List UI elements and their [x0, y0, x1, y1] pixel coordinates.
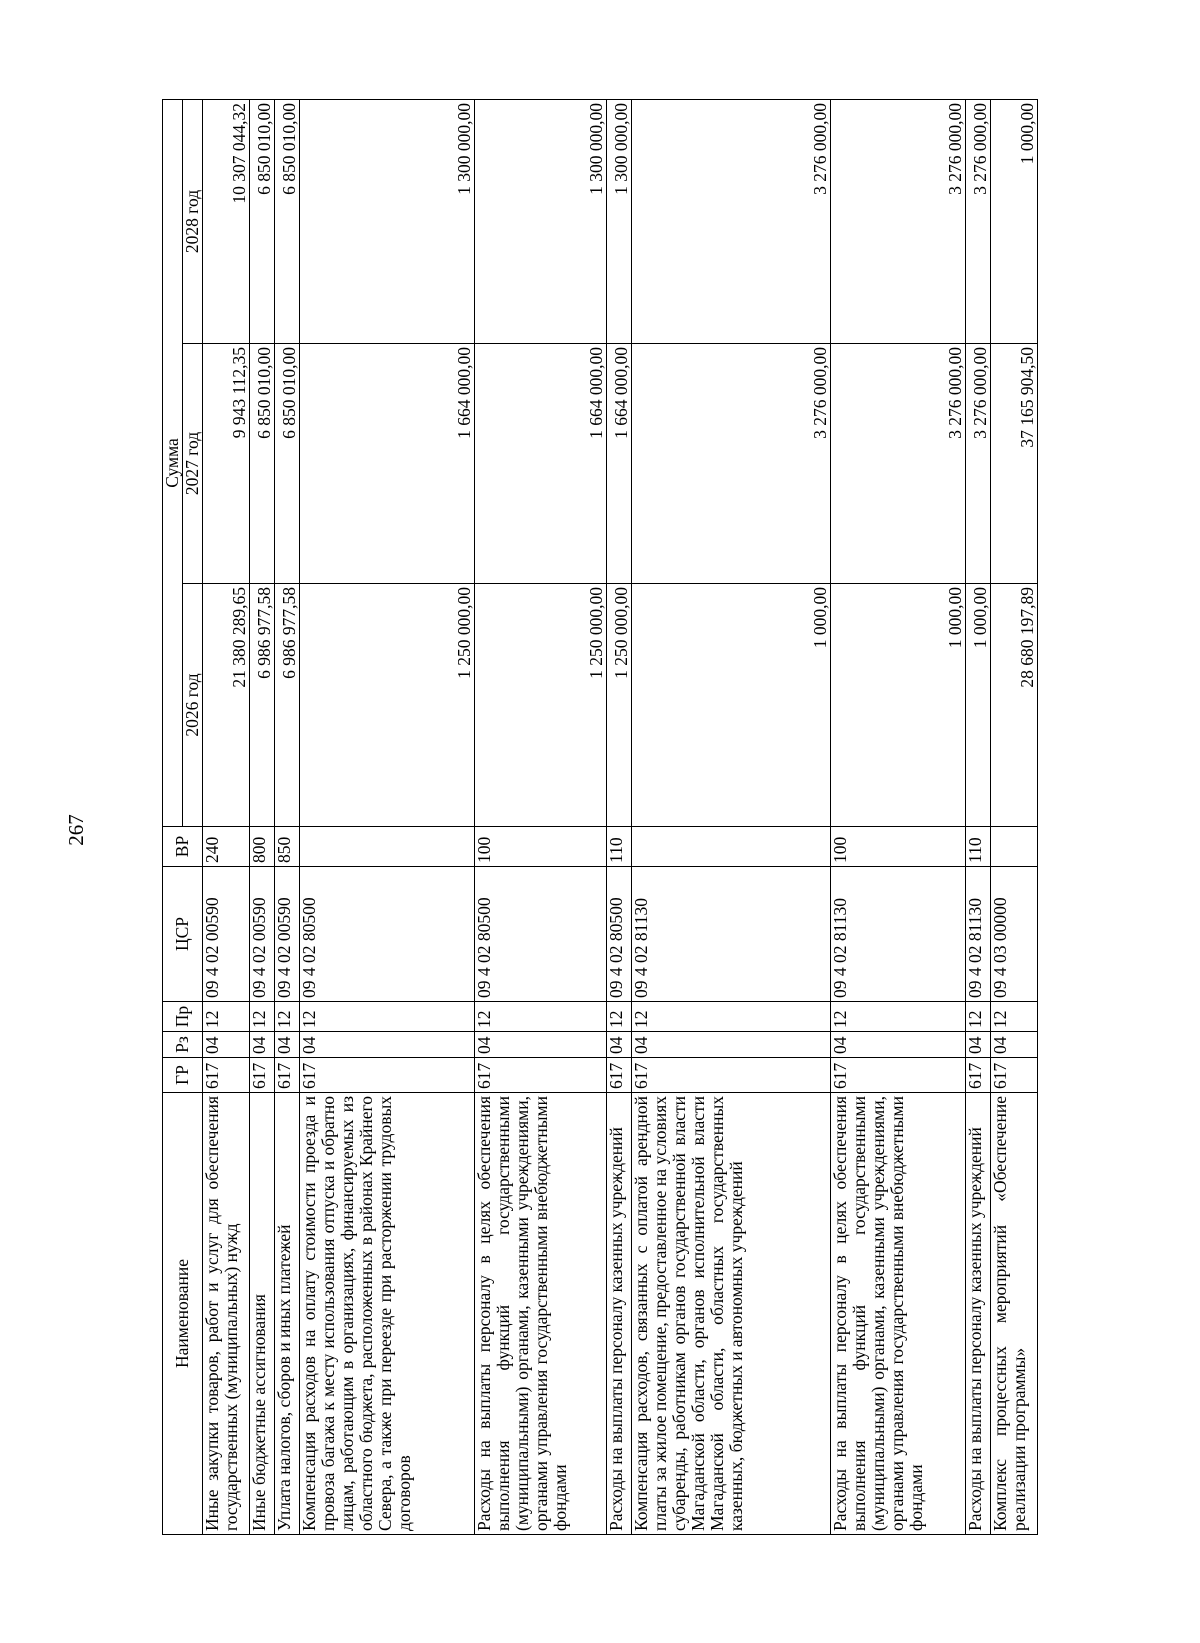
row-pr: 12: [966, 1002, 991, 1032]
row-gr: 617: [990, 1058, 1037, 1093]
row-2027: 1 664 000,00: [474, 344, 606, 584]
header-2027: 2027 год: [183, 344, 203, 584]
row-pr: 12: [607, 1002, 632, 1032]
row-csr: 09 4 02 81130: [631, 867, 831, 1002]
row-2027: 3 276 000,00: [831, 344, 966, 584]
row-rz: 04: [831, 1032, 966, 1058]
row-gr: 617: [203, 1058, 250, 1093]
row-vr: 800: [250, 827, 275, 867]
row-rz: 04: [990, 1032, 1037, 1058]
row-name: Иные бюджетные ассигнования: [250, 1093, 275, 1535]
row-2028: 3 276 000,00: [966, 99, 991, 343]
row-rz: 04: [274, 1032, 299, 1058]
row-csr: 09 4 02 80500: [299, 867, 474, 1002]
row-rz: 04: [299, 1032, 474, 1058]
row-csr: 09 4 02 00590: [250, 867, 275, 1002]
row-vr: 100: [831, 827, 966, 867]
row-gr: 617: [250, 1058, 275, 1093]
header-name: Наименование: [163, 1093, 203, 1535]
row-pr: 12: [250, 1002, 275, 1032]
row-2026: 6 986 977,58: [250, 584, 275, 827]
row-2027: 6 850 010,00: [274, 344, 299, 584]
row-rz: 04: [966, 1032, 991, 1058]
row-2026: 1 250 000,00: [474, 584, 606, 827]
row-2027: 37 165 904,50: [990, 344, 1037, 584]
row-pr: 12: [631, 1002, 831, 1032]
row-rz: 04: [474, 1032, 606, 1058]
table-row: [299, 99, 474, 1534]
row-2026: 21 380 289,65: [203, 584, 250, 827]
table-row: [474, 99, 606, 1534]
row-pr: 12: [274, 1002, 299, 1032]
row-gr: 617: [607, 1058, 632, 1093]
row-name: Расходы на выплаты персоналу в целях обеспечения выполнения функций государственными (муниципальными) органами, казенными учреждениями, органами управления государственными внебюджетными фондами: [474, 1093, 606, 1535]
row-2026: 28 680 197,89: [990, 584, 1037, 827]
row-vr: [990, 827, 1037, 867]
row-csr: 09 4 02 80500: [474, 867, 606, 1002]
row-2027: 6 850 010,00: [250, 344, 275, 584]
row-csr: 09 4 02 80500: [607, 867, 632, 1002]
row-2028: 1 300 000,00: [299, 99, 474, 343]
row-csr: 09 4 02 81130: [831, 867, 966, 1002]
row-2027: 3 276 000,00: [631, 344, 831, 584]
row-name: Расходы на выплаты персоналу казенных учреждений: [966, 1093, 991, 1535]
row-name: Иные закупки товаров, работ и услуг для обеспечения государственных (муниципальных) нужд: [203, 1093, 250, 1535]
row-gr: 617: [474, 1058, 606, 1093]
table-row: [990, 99, 1037, 1534]
row-2028: 3 276 000,00: [831, 99, 966, 343]
row-name: Расходы на выплаты персоналу казенных учреждений: [607, 1093, 632, 1535]
row-2026: 1 000,00: [966, 584, 991, 827]
row-gr: 617: [966, 1058, 991, 1093]
row-2028: 1 300 000,00: [607, 99, 632, 343]
row-pr: 12: [831, 1002, 966, 1032]
row-2028: 6 850 010,00: [250, 99, 275, 343]
row-rz: 04: [607, 1032, 632, 1058]
row-2026: 1 250 000,00: [299, 584, 474, 827]
header-sum: Сумма: [163, 99, 183, 826]
row-name: Комплекс процессных мероприятий «Обеспечение реализации программы»: [990, 1093, 1037, 1535]
row-csr: 09 4 02 00590: [274, 867, 299, 1002]
row-2028: 1 300 000,00: [474, 99, 606, 343]
row-2026: 1 000,00: [631, 584, 831, 827]
table-row: [631, 99, 831, 1534]
row-2026: 1 000,00: [831, 584, 966, 827]
table-row: [607, 99, 632, 1534]
row-name: Компенсация расходов, связанных с оплатой арендной платы за жилое помещение, предоставленное на условиях субаренды, работникам органов государственной власти Магаданской области, органов исполнительной власти Магаданской области, областных государственных казенных, бюджетных и автономных учреждений: [631, 1093, 831, 1535]
row-pr: 12: [990, 1002, 1037, 1032]
row-2027: 1 664 000,00: [299, 344, 474, 584]
row-vr: 110: [607, 827, 632, 867]
row-gr: 617: [299, 1058, 474, 1093]
row-name: Уплата налогов, сборов и иных платежей: [274, 1093, 299, 1535]
row-csr: 09 4 02 00590: [203, 867, 250, 1002]
header-vr: ВР: [163, 827, 203, 867]
table-row: [966, 99, 991, 1534]
page-number: 267: [64, 814, 88, 846]
rotated-table-container: [162, 100, 1038, 1535]
header-2026: 2026 год: [183, 584, 203, 827]
row-csr: 09 4 02 81130: [966, 867, 991, 1002]
row-2028: 10 307 044,32: [203, 99, 250, 343]
header-rz: Рз: [163, 1032, 203, 1058]
row-vr: 850: [274, 827, 299, 867]
row-2027: 3 276 000,00: [966, 344, 991, 584]
row-name: Компенсация расходов на оплату стоимости проезда и провоза багажа к месту использования отпуска и обратно лицам, работающим в организациях, финансируемых из областного бюджета, расположенных в районах Крайнего Севера, а также при переезде при расторжении трудовых договоров: [299, 1093, 474, 1535]
row-pr: 12: [474, 1002, 606, 1032]
budget-table: [162, 99, 1038, 1535]
row-gr: 617: [831, 1058, 966, 1093]
row-2026: 1 250 000,00: [607, 584, 632, 827]
row-csr: 09 4 03 00000: [990, 867, 1037, 1002]
row-vr: 110: [966, 827, 991, 867]
row-rz: 04: [250, 1032, 275, 1058]
table-row: [203, 99, 250, 1534]
row-2027: 9 943 112,35: [203, 344, 250, 584]
row-vr: [631, 827, 831, 867]
header-2028: 2028 год: [183, 99, 203, 343]
row-2027: 1 664 000,00: [607, 344, 632, 584]
row-rz: 04: [203, 1032, 250, 1058]
row-vr: 240: [203, 827, 250, 867]
header-csr: ЦСР: [163, 867, 203, 1002]
table-row: [274, 99, 299, 1534]
header-pr: Пр: [163, 1002, 203, 1032]
table-row: [250, 99, 275, 1534]
row-rz: 04: [631, 1032, 831, 1058]
row-2028: 3 276 000,00: [631, 99, 831, 343]
table-row: [831, 99, 966, 1534]
row-pr: 12: [203, 1002, 250, 1032]
row-pr: 12: [299, 1002, 474, 1032]
row-2026: 6 986 977,58: [274, 584, 299, 827]
row-2028: 6 850 010,00: [274, 99, 299, 343]
row-vr: 100: [474, 827, 606, 867]
row-gr: 617: [274, 1058, 299, 1093]
row-vr: [299, 827, 474, 867]
row-2028: 1 000,00: [990, 99, 1037, 343]
header-gr: ГР: [163, 1058, 203, 1093]
row-gr: 617: [631, 1058, 831, 1093]
row-name: Расходы на выплаты персоналу в целях обеспечения выполнения функций государственными (муниципальными) органами, казенными учреждениями, органами управления государственными внебюджетными фондами: [831, 1093, 966, 1535]
